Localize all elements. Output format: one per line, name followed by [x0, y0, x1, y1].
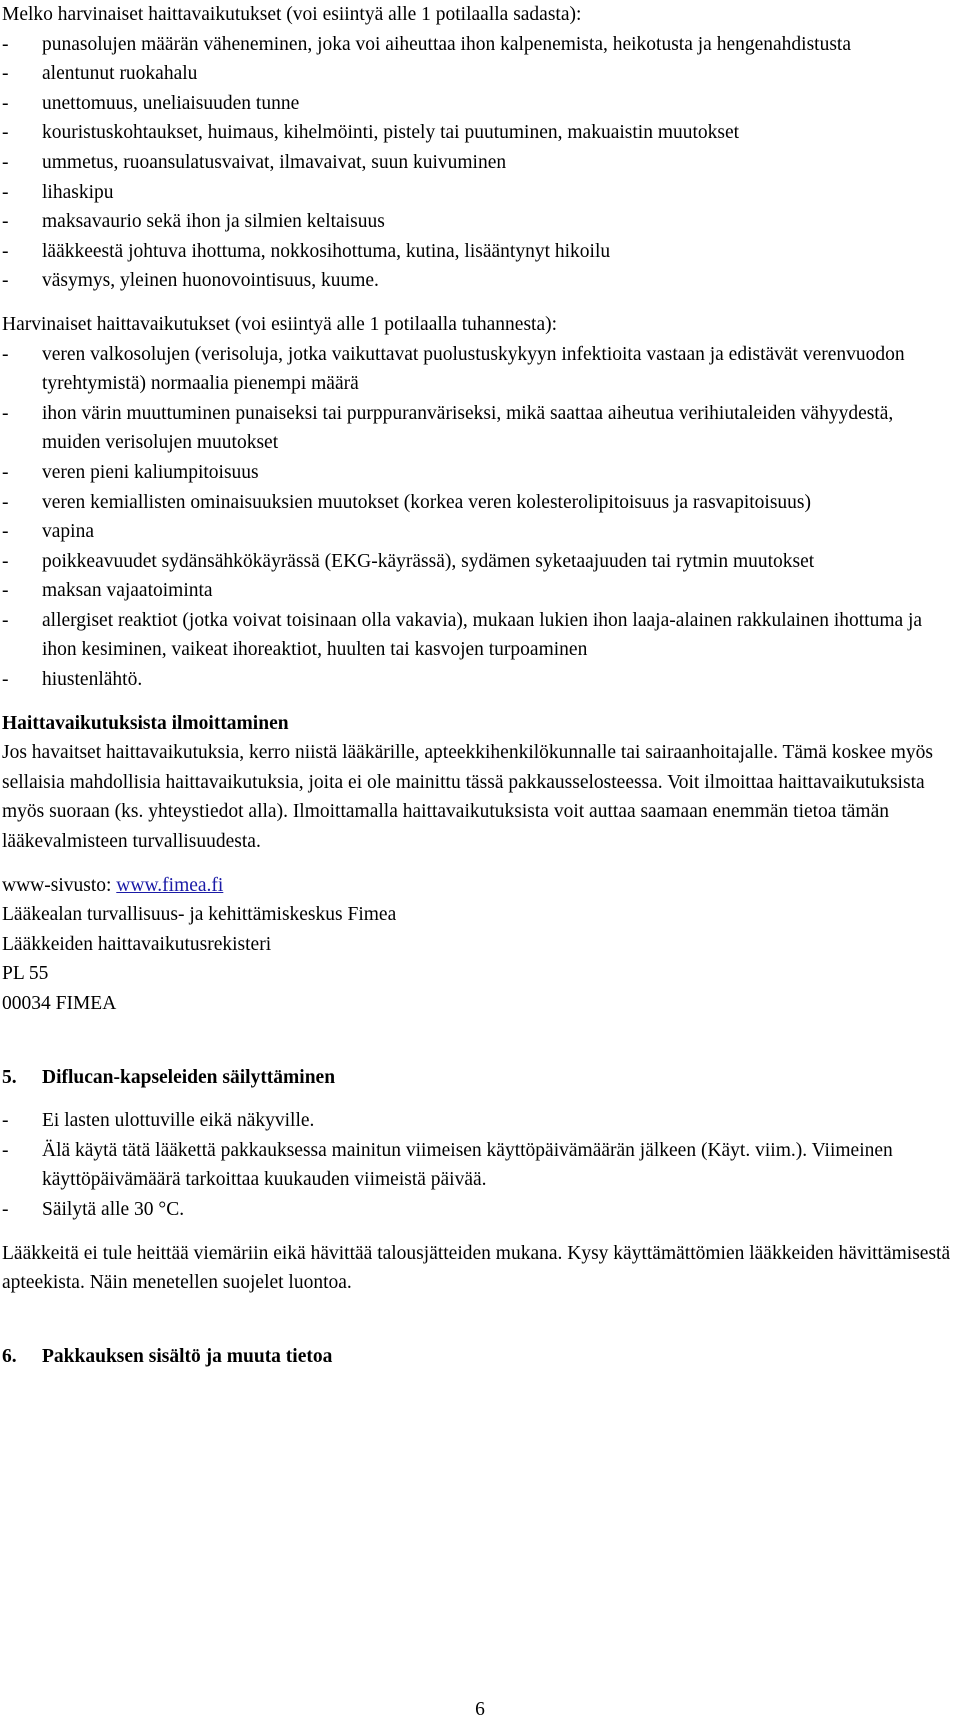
rare-list [2, 340, 952, 695]
section-5-heading [2, 1063, 952, 1093]
list-item: - Ei lasten ulottuville eikä näkyville. [2, 1110, 315, 1132]
reporting-heading: Haittavaikutuksista ilmoittaminen [2, 712, 289, 734]
list-item: - maksavaurio sekä ihon ja silmien keltaisuus [2, 211, 385, 233]
list-item: - ummetus, ruoansulatusvaivat, ilmavaivat, suun kuivuminen [2, 151, 507, 173]
list-item: - veren kemiallisten ominaisuuksien muutokset (korkea veren kolesterolipitoisuus ja rasvapitoisuus) [2, 491, 812, 513]
list-item: - punasolujen määrän väheneminen, joka voi aiheuttaa ihon kalpenemista, heikotusta ja hengenahdistusta [2, 33, 852, 55]
list-item: - lihaskipu [2, 181, 114, 203]
document-page [2, 0, 952, 1371]
list-item: - ihon värin muuttuminen punaiseksi tai purppuranväriseksi, mikä saattaa aiheutua verihiutaleiden vähyydestä, muiden verisolujen muutokset [2, 402, 894, 454]
uncommon-heading: Melko harvinaiset haittavaikutukset (voi esiintyä alle 1 potilaalla sadasta): [2, 4, 582, 25]
address-line: PL 55 [2, 963, 49, 985]
section-title: Diflucan-kapseleiden säilyttäminen [42, 1066, 336, 1088]
section-title: Pakkauksen sisältö ja muuta tietoa [42, 1345, 333, 1367]
storage-list [2, 1106, 952, 1224]
list-item: - lääkkeestä johtuva ihottuma, nokkosihottuma, kutina, lisääntynyt hikoilu [2, 240, 611, 262]
list-item: - väsymys, yleinen huonovointisuus, kuume. [2, 270, 379, 292]
address-line: Lääkkeiden haittavaikutusrekisteri [2, 933, 272, 955]
website-label: www-sivusto: [2, 874, 117, 896]
section-number: 6. [2, 1345, 17, 1367]
list-item: - Säilytä alle 30 °C. [2, 1198, 185, 1220]
list-item: - kouristuskohtaukset, huimaus, kihelmöinti, pistely tai puutuminen, makuaistin muutokset [2, 122, 740, 144]
section-6-heading [2, 1342, 952, 1372]
list-item: - allergiset reaktiot (jotka voivat toisinaan olla vakavia), mukaan lukien ihon laaja-alainen rakkulainen ihottuma ja ihon kesiminen, vaikeat ihoreaktiot, huulten tai kasvojen turpoaminen [2, 609, 923, 661]
list-item: - unettomuus, uneliaisuuden tunne [2, 92, 300, 114]
list-item: - vapina [2, 521, 94, 543]
page-number: 6 [475, 1699, 485, 1720]
address-line: Lääkealan turvallisuus- ja kehittämiskeskus Fimea [2, 904, 397, 926]
list-item: - veren pieni kaliumpitoisuus [2, 461, 259, 483]
list-item: - maksan vajaatoiminta [2, 580, 213, 602]
list-item: - poikkeavuudet sydänsähkökäyrässä (EKG-käyrässä), sydämen syketaajuuden tai rytmin muutokset [2, 550, 815, 572]
list-item: - hiustenlähtö. [2, 669, 143, 691]
list-item: - veren valkosolujen (verisoluja, jotka vaikuttavat puolustuskykyyn infektioita vastaan ja edistävät verenvuodon tyrehtymistä) normaalia pienempi määrä [2, 343, 905, 395]
website-line [2, 871, 952, 901]
uncommon-list [2, 30, 952, 296]
section-number: 5. [2, 1066, 17, 1088]
list-item: - alentunut ruokahalu [2, 63, 198, 85]
list-item: - Älä käytä tätä lääkettä pakkauksessa mainitun viimeisen käyttöpäivämäärän jälkeen (Käyt. viim.). Viimeinen käyttöpäivämäärä tarkoittaa kuukauden viimeistä päivää. [2, 1139, 893, 1191]
rare-heading: Harvinaiset haittavaikutukset (voi esiintyä alle 1 potilaalla tuhannesta): [2, 313, 558, 335]
reporting-body: Jos havaitset haittavaikutuksia, kerro niistä lääkärille, apteekkihenkilökunnalle tai sairaanhoitajalle. Tämä koskee myös sellaisia mahdollisia haittavaikutuksia, joita ei ole mainittu tässä pakkausselosteessa. Voit ilmoittaa haittavaikutuksista myös suoraan (ks. yhteystiedot alla). Ilmoittamalla haittavaikutuksista voit auttaa saamaan enemmän tietoa tämän lääkevalmisteen turvallisuudesta. [2, 742, 934, 853]
address-line: 00034 FIMEA [2, 993, 117, 1014]
disposal-text: Lääkkeitä ei tule heittää viemäriin eikä hävittää talousjätteiden mukana. Kysy käyttämättömien lääkkeiden hävittämisestä apteekista. Näin menetellen suojelet luontoa. [2, 1242, 951, 1294]
fimea-link[interactable]: www.fimea.fi [116, 874, 224, 896]
